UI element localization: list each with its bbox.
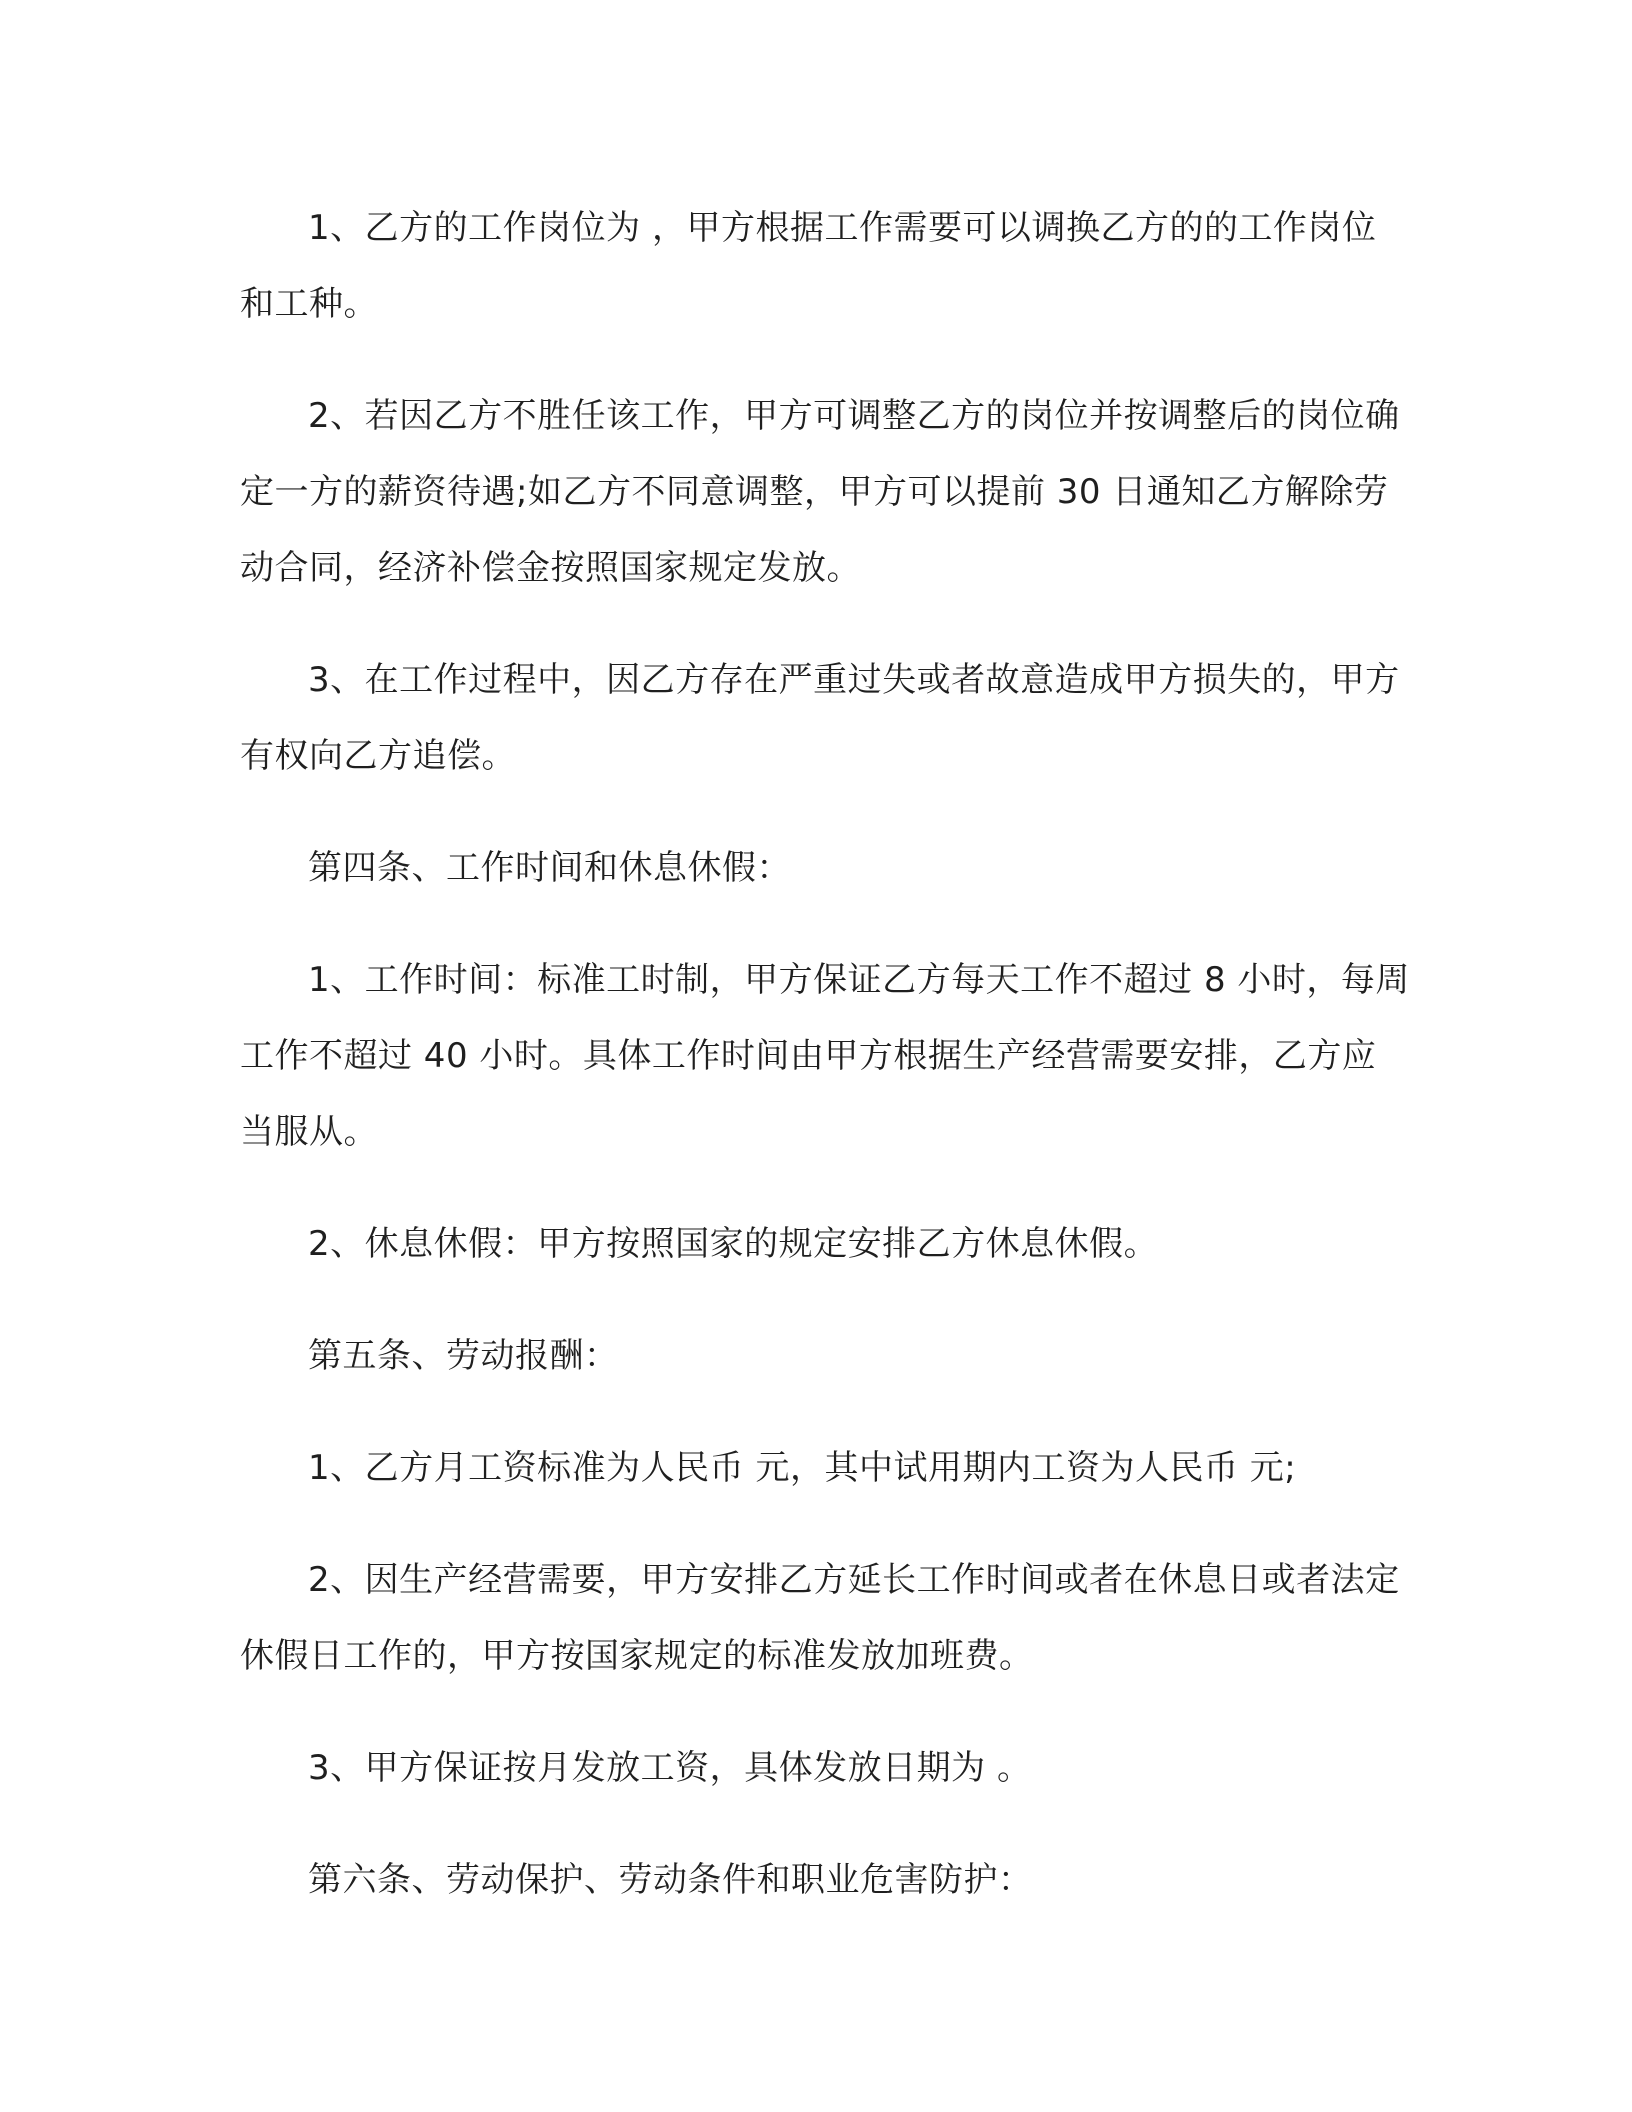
paragraph-clause-3-2: 2、若因乙方不胜任该工作，甲方可调整乙方的岗位并按调整后的岗位确定一方的薪资待遇;如乙方不同意调整，甲方可以提前 30 日通知乙方解除劳动合同，经济补偿金按照国家规定发放。: [240, 396, 1400, 588]
paragraph-clause-5-2: 2、因生产经营需要，甲方安排乙方延长工作时间或者在休息日或者法定休假日工作的，甲方按国家规定的标准发放加班费。: [240, 1560, 1400, 1676]
article-6-heading: 第六条、劳动保护、劳动条件和职业危害防护：: [308, 1860, 1033, 1900]
paragraph-clause-5-3: 3、甲方保证按月发放工资，具体发放日期为 。: [308, 1748, 1032, 1788]
paragraph-clause-4-1: 1、工作时间：标准工时制，甲方保证乙方每天工作不超过 8 小时，每周工作不超过 40 小时。具体工作时间由甲方根据生产经营需要安排，乙方应当服从。: [240, 960, 1410, 1152]
paragraph-clause-3-3: 3、在工作过程中，因乙方存在严重过失或者故意造成甲方损失的，甲方有权向乙方追偿。: [240, 660, 1400, 776]
article-5-heading: 第五条、劳动报酬：: [308, 1336, 619, 1376]
article-4-heading: 第四条、工作时间和休息休假：: [308, 848, 791, 888]
paragraph-clause-5-1: 1、乙方月工资标准为人民币 元，其中试用期内工资为人民币 元;: [308, 1448, 1297, 1488]
paragraph-clause-3-1: 1、乙方的工作岗位为 ，甲方根据工作需要可以调换乙方的的工作岗位和工种。: [240, 208, 1377, 324]
document-body: [240, 190, 1410, 1954]
paragraph-clause-4-2: 2、休息休假：甲方按照国家的规定安排乙方休息休假。: [308, 1224, 1159, 1264]
